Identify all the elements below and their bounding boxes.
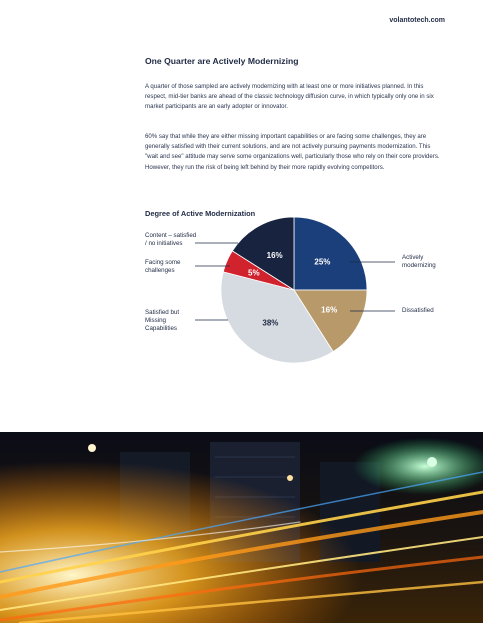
pie-value-label: 16% xyxy=(266,250,283,260)
city-lights-photo xyxy=(0,432,483,623)
label-facing: Facing some challenges xyxy=(145,259,181,274)
pie-value-label: 5% xyxy=(248,268,260,278)
pie-slice xyxy=(294,217,367,290)
body-paragraph: 60% say that while they are either missing important capabilities or are facing some challenges, they are generally satisfied with their current solutions, and are not actively pursuing payments modernization. This "wait and see" attitude may serve some organizations well, particularly those who rely on their core providers. However, they run the risk of being left behind by their more rapidly evolving competitors. xyxy=(145,133,440,171)
pie-value-label: 25% xyxy=(314,257,331,267)
label-satisfied: Satisfied but Missing Capabilities xyxy=(145,309,180,332)
pie-value-label: 38% xyxy=(262,318,279,328)
section-heading: One Quarter are Actively Modernizing xyxy=(145,56,299,66)
pie-slices xyxy=(221,217,367,363)
brand-url[interactable]: volantotech.com xyxy=(389,17,445,24)
label-dissatisfied: Dissatisfied xyxy=(402,307,434,314)
pie-value-label: 16% xyxy=(321,305,338,315)
chart-title: Degree of Active Modernization xyxy=(145,209,256,218)
label-actively: Actively modernizing xyxy=(402,254,436,269)
intro-paragraph: A quarter of those sampled are actively modernizing with at least one or more initiatives planned. In this respect, mid-tier banks are ahead of the classic technology diffusion curve, in which typically only one in six market participants are an early adopter or innovator. xyxy=(145,83,434,111)
label-content: Content – satisfied / no initiatives xyxy=(145,232,197,247)
